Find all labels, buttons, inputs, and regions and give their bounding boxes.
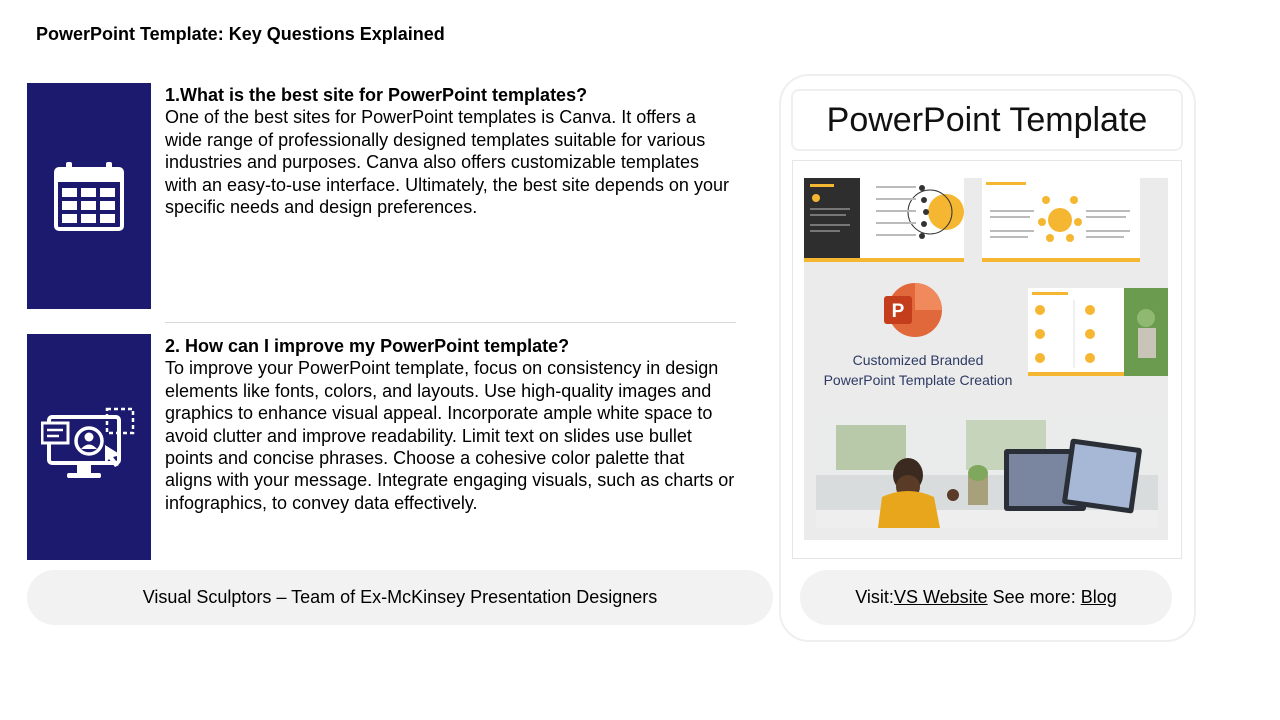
page-title: PowerPoint Template: Key Questions Explained [36,24,445,44]
calendar-icon [54,161,124,231]
visit-label: Visit: [855,587,894,607]
slide-thumbnail-2 [982,178,1140,262]
vs-website-link[interactable]: VS Website [893,587,988,607]
slide-thumbnail-1 [804,178,964,262]
faq-1 [165,84,735,218]
see-more-label: See more: [987,587,1081,607]
faq-2 [165,335,735,514]
faq-1-question: 1.What is the best site for PowerPoint templates? [165,85,588,105]
faq-2-question: 2. How can I improve my PowerPoint template? [165,336,570,356]
faq-divider [165,322,736,323]
caption-line-1: Customized Branded [852,352,984,368]
template-image-caption [816,350,1020,390]
office-photo-image [816,415,1158,528]
blog-link[interactable]: Blog [1080,587,1117,607]
svg-text:P: P [891,301,905,322]
faq-1-answer: One of the best sites for PowerPoint templates is Canva. It offers a wide range of professionally designed templates suitable for various industries and purposes. Canva also offers customizable templates with an easy-to-use interface. Ultimately, the best site depends on your specific needs and design preferences. [165,107,729,218]
faq-1-icon-panel [27,83,151,309]
faq-2-icon-panel [27,334,151,560]
slide-thumbnail-3 [1028,288,1168,376]
caption-line-2: PowerPoint Template Creation [823,372,1013,388]
faq-2-answer: To improve your PowerPoint template, focus on consistency in design elements like fonts, colors, and layouts. Use high-quality images and graphics to enhance visual appeal. Incorporate ample white space to avoid clutter and improve readability. Limit text on slides use bullet points and concise phrases. Choose a cohesive color palette that aligns with your message. Integrate engaging visuals, such as charts or infographics, to convey data effectively. [165,358,735,513]
card-title: PowerPoint Template [791,89,1183,151]
powerpoint-logo-icon [882,282,944,338]
card-footer-links [800,570,1172,625]
monitor-user-icon [41,407,137,487]
company-tagline: Visual Sculptors – Team of Ex-McKinsey Presentation Designers [27,570,773,625]
